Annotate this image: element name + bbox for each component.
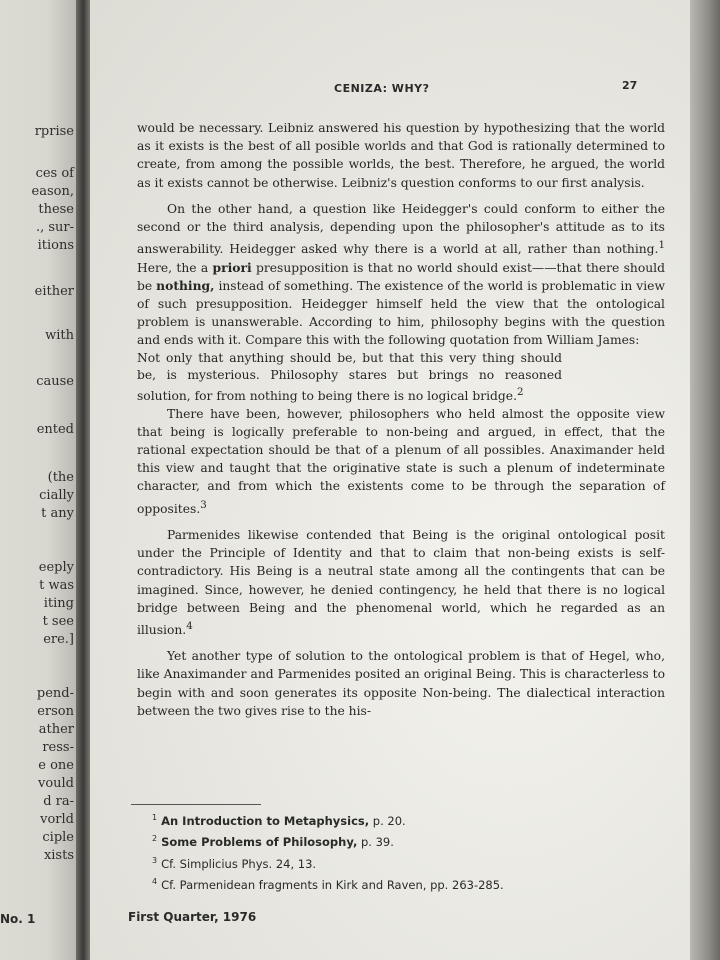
left-page-fragment: eason,: [31, 184, 74, 199]
footnote-text: p. 39.: [357, 835, 394, 850]
left-page-fragment: cause: [36, 374, 74, 389]
paragraph-2: [137, 200, 665, 350]
footnote: [152, 830, 622, 851]
footnote: [152, 852, 622, 873]
left-page-fragment: either: [34, 284, 74, 299]
left-page-fragment: (the: [47, 470, 74, 485]
page-number: 27: [622, 79, 638, 92]
p2-text-c: presupposition is that no world should exist——that there should be: [137, 260, 665, 293]
left-page-fragment: vorld: [40, 812, 74, 827]
left-page-fragment: xists: [43, 848, 74, 863]
left-page-fragment: with: [45, 328, 74, 343]
left-page-fragment: t see: [42, 614, 74, 629]
left-page-fragment: pend-: [36, 686, 74, 701]
left-page-footer: No. 1: [0, 912, 36, 926]
p2-nothing: nothing,: [156, 277, 215, 293]
left-page-fragment: ces of: [35, 166, 74, 181]
left-page-fragment: ress-: [42, 740, 74, 755]
left-page-fragment: cially: [39, 488, 74, 503]
left-page-fragment: eeply: [38, 560, 74, 575]
left-page-fragment: ciple: [42, 830, 74, 845]
left-page-fragment: erson: [37, 704, 74, 719]
quote-text: Not only that anything should be, but that this very thing should be, is mysterious. Philosophy stares but brings no reasoned solution, for from nothing to being there is no logical bridge.: [137, 350, 562, 403]
left-page-fragment: t any: [41, 506, 74, 521]
footnote-text: p. 20.: [369, 813, 406, 828]
left-page-fragment: e one: [38, 758, 74, 773]
p2-priori: priori: [212, 259, 252, 275]
body-text: [137, 119, 665, 720]
block-quote: [137, 350, 562, 405]
footnotes: [152, 809, 622, 894]
left-page-fragment: itions: [37, 238, 74, 253]
footnote-ref-2: 2: [516, 385, 524, 398]
left-page-fragment: d ra-: [43, 794, 74, 809]
footnote-number: 2: [152, 834, 158, 844]
footnote-ref-4: 4: [186, 619, 193, 632]
footnote-text: Cf. Simplicius Phys. 24, 13.: [161, 856, 317, 871]
footnote-ref-3: 3: [200, 498, 207, 511]
footnote-text: Cf. Parmenidean fragments in Kirk and Raven, pp. 263-285.: [161, 877, 504, 892]
paragraph-5: Yet another type of solution to the ontological problem is that of Hegel, who, like Anaximander and Parmenides posited an original Being. This is characterless to begin with and soon generates its opposite Non-being. The dialectical interaction between the two gives rise to the his-: [137, 649, 665, 718]
left-page-fragment: rprise: [34, 124, 74, 139]
footnote-ref-1: 1: [658, 239, 665, 252]
footnote-number: 4: [152, 876, 158, 886]
p4-text: Parmenides likewise contended that Being is the original ontological posit under the Principle of Identity and that to claim that non-being exists is self-contradictory. His Being is a neutral state among all the contingents that can be imagined. Since, however, he denied contingency, he held that there is no logical bridge between Being and the phenomenal world, which he regarded as an illusion.: [137, 527, 665, 638]
footnote-rule: [131, 804, 261, 805]
paragraph-3: [137, 405, 665, 518]
footnote-number: 1: [152, 813, 158, 822]
footnote: [152, 809, 622, 830]
left-page-fragment: ather: [38, 722, 74, 737]
page-footer: First Quarter, 1976: [128, 910, 257, 924]
p2-text-a: On the other hand, a question like Heidegger's could conform to either the second or the third analysis, depending upon the philosopher's attitude as to its answerability. Heidegger asked why there is a world at all, rather than nothing.: [137, 201, 665, 257]
left-page-fragment: ere.]: [43, 632, 74, 647]
left-page-fragment: t was: [39, 578, 74, 593]
page-edge: [690, 0, 720, 960]
paragraph-4: [137, 526, 665, 639]
footnote: [152, 873, 622, 894]
footnote-title: An Introduction to Metaphysics,: [161, 813, 370, 828]
footnote-title: Some Problems of Philosophy,: [161, 835, 358, 850]
p3-text: There have been, however, philosophers who held almost the opposite view that being is logically preferable to non-being and argued, in effect, that the rational expectation should be that of a plenum of all possibles. Anaximander held this view and taught that the originative state is such a plenum of indeterminate character, and from which the existents come to be through the separation of opposites.: [137, 406, 665, 516]
footnote-number: 3: [152, 855, 158, 865]
left-page-fragment: ented: [36, 422, 74, 437]
p2-text-b: Here, the a: [137, 260, 213, 275]
left-page-fragment: ., sur-: [35, 220, 74, 235]
running-header: CENIZA: WHY?: [334, 82, 430, 95]
paragraph-1: would be necessary. Leibniz answered his question by hypothesizing that the world as it exists is the best of all posible worlds and that God is rationally determined to create, from among the possible worlds, the best. Therefore, he argued, the world as it exists cannot be otherwise. Leibniz's question conforms to our first analysis.: [137, 121, 665, 190]
left-page-fragment: iting: [43, 596, 74, 611]
left-page-fragment: these: [38, 202, 74, 217]
p2-text-d: instead of something. The existence of the world is problematic in view of such presupposition. Heidegger himself held the view that the ontological problem is unanswerable. According to him, philosophy begins with the question and ends with it. Compare this with the following quotation from William James:: [137, 278, 665, 348]
left-page-fragment: vould: [37, 776, 74, 791]
left-page: [0, 0, 78, 960]
